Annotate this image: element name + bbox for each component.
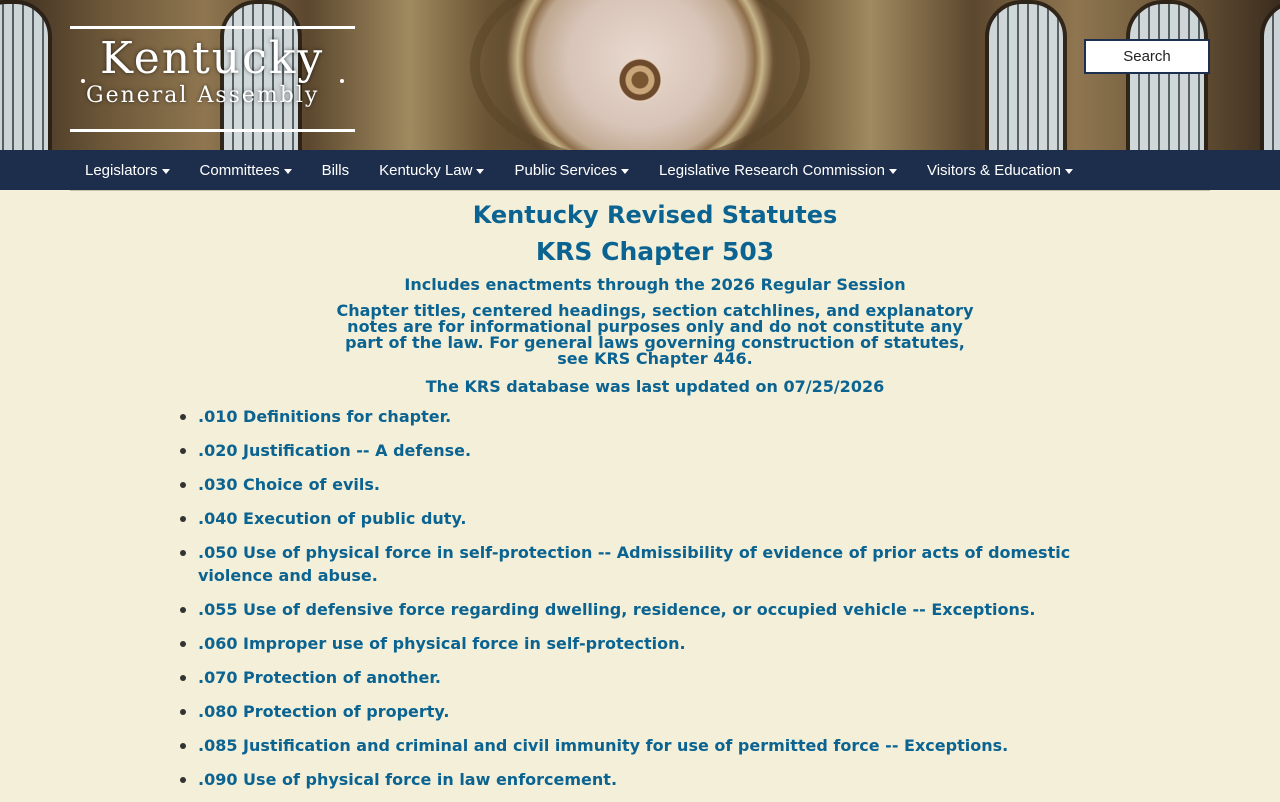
list-item	[178, 632, 1078, 655]
list-item	[178, 473, 1078, 496]
nav-menu	[70, 150, 1088, 190]
main-nav	[0, 150, 1280, 190]
nav-divider	[70, 190, 1210, 191]
nav-item-legislators[interactable]	[70, 150, 185, 190]
list-item	[178, 598, 1078, 621]
section-link[interactable]: .040 Execution of public duty.	[198, 509, 467, 528]
nav-item-label: Committees	[199, 161, 280, 179]
nav-item-label: Kentucky Law	[379, 161, 473, 179]
nav-item-kentucky-law[interactable]	[364, 150, 499, 190]
logo-dot	[340, 79, 344, 83]
window-arch	[0, 0, 52, 150]
caret-down-icon	[1065, 169, 1073, 174]
nav-item-lrc[interactable]	[644, 150, 912, 190]
chapter-title: KRS Chapter 503	[535, 237, 775, 266]
section-list	[178, 405, 1078, 802]
nav-item-label: Bills	[321, 161, 350, 179]
search-button[interactable]: Search	[1084, 39, 1210, 74]
list-item	[178, 768, 1078, 791]
section-link[interactable]: .085 Justification and criminal and civil immunity for use of permitted force -- Exceptions.	[198, 736, 1009, 755]
nav-item-public-services[interactable]	[499, 150, 644, 190]
caret-down-icon	[889, 169, 897, 174]
list-item	[178, 666, 1078, 689]
window-arch	[1260, 0, 1280, 150]
section-link[interactable]: .050 Use of physical force in self-protection -- Admissibility of evidence of prior acts of domestic violence and abuse.	[198, 543, 1071, 585]
list-item	[178, 734, 1078, 757]
dome-rosette	[618, 58, 662, 102]
nav-item-label: Legislators	[85, 161, 158, 179]
caret-down-icon	[476, 169, 484, 174]
last-updated-note: The KRS database was last updated on 07/25/2026	[425, 377, 885, 396]
nav-item-label: Legislative Research Commission	[659, 161, 885, 179]
list-item	[178, 507, 1078, 530]
page-title: Kentucky Revised Statutes	[472, 201, 838, 229]
section-link[interactable]: .020 Justification -- A defense.	[198, 441, 472, 460]
window-arch	[985, 0, 1067, 150]
section-link[interactable]: .080 Protection of property.	[198, 702, 450, 721]
disclaimer-notice: Chapter titles, centered headings, section catchlines, and explanatory notes are for informational purposes only and do not constitute any part of the law. For general laws governing construction of statutes, see KRS Chapter 446.	[336, 301, 974, 368]
section-link[interactable]: .070 Protection of another.	[198, 668, 442, 687]
site-logo[interactable]	[70, 26, 355, 132]
logo-title: Kentucky	[100, 33, 325, 84]
section-link[interactable]: .055 Use of defensive force regarding dwelling, residence, or occupied vehicle -- Exceptions.	[198, 600, 1036, 619]
nav-item-label: Public Services	[514, 161, 618, 179]
logo-dot	[81, 79, 85, 83]
section-link[interactable]: .010 Definitions for chapter.	[198, 407, 452, 426]
list-item	[178, 439, 1078, 462]
nav-item-label: Visitors & Education	[926, 161, 1061, 179]
list-item	[178, 541, 1078, 587]
window-arch	[1126, 0, 1208, 150]
section-link[interactable]: .030 Choice of evils.	[198, 475, 380, 494]
nav-item-committees[interactable]	[185, 150, 307, 190]
section-link[interactable]: .090 Use of physical force in law enforcement.	[198, 770, 618, 789]
caret-down-icon	[284, 169, 292, 174]
nav-item-bills[interactable]	[307, 150, 365, 190]
caret-down-icon	[621, 169, 629, 174]
header-banner	[0, 0, 1280, 150]
enactments-note: Includes enactments through the 2026 Regular Session	[404, 275, 906, 294]
nav-item-visitors-education[interactable]	[912, 150, 1088, 190]
list-item	[178, 700, 1078, 723]
logo-subtitle: General Assembly	[86, 83, 320, 108]
list-item	[178, 405, 1078, 428]
section-link[interactable]: .060 Improper use of physical force in self-protection.	[198, 634, 686, 653]
caret-down-icon	[162, 169, 170, 174]
